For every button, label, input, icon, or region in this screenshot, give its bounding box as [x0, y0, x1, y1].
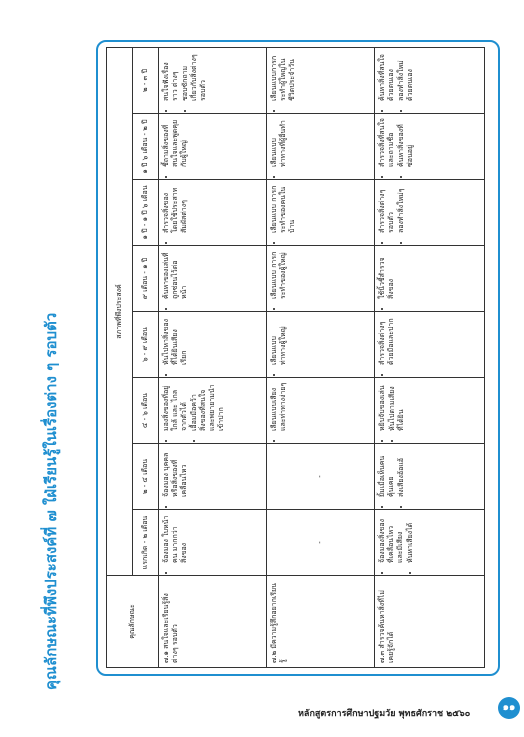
age-header: ๒ - ๔ เดือน [133, 444, 159, 510]
list-item: • สำรวจสิ่งต่างๆ รอบตัว [378, 184, 396, 233]
list-item: • สำรวจสิ่งที่สนใจและถามชื่อ [378, 118, 396, 167]
table-cell [375, 312, 485, 378]
table-cell [159, 378, 267, 444]
feature-cell: ๗.๒ มีความรู้สึกอยากเรียนรู้ [267, 576, 375, 668]
table-cell [375, 180, 485, 246]
list-item: • ลองทำสิ่งใหม่ๆ [397, 184, 406, 233]
list-item: • สนใจฟังเรื่องราว ต่างๆ [162, 52, 180, 101]
table-cell [159, 312, 267, 378]
list-item: • เอื้อมมือคว้า สิ่งของที่สนใจ และพยายามนำเข้าปาก [190, 382, 226, 431]
age-header: ๖ - ๙ เดือน [133, 312, 159, 378]
table-cell [267, 378, 375, 444]
table-cell: - [267, 444, 375, 510]
table-cell [375, 246, 485, 312]
list-item: • เลียนแบบการกระทำผู้ใหญ่ในชีวิตประจำวัน [270, 52, 297, 101]
table-cell [159, 246, 267, 312]
footer-text: หลักสูตรการศึกษาปฐมวัย พุทธศักราช ๒๕๖๐ [298, 709, 471, 719]
feature-cell: ๗.๑ สนใจและเรียนรู้สิ่งต่างๆ รอบตัว [159, 576, 267, 668]
age-header: ๑ ปี - ๑ ปี ๖ เดือน [133, 180, 159, 246]
table-cell [267, 114, 375, 180]
feature-cell: ๗.๓ สำรวจค้นหาสิ่งที่ไม่เคยรู้จักได้ [375, 576, 485, 668]
list-item: • ยิ้มเมื่อเห็นคนคุ้นเคย [378, 448, 396, 497]
desired-state-header: สภาพที่พึงประสงค์ [107, 47, 133, 575]
characteristics-table [106, 47, 485, 668]
table-cell [375, 510, 485, 576]
page-number: ๑๑ [498, 697, 520, 719]
list-item: • ใช้นิ้วชี้สำรวจสิ่งของ [378, 250, 396, 299]
table-cell [375, 444, 485, 510]
list-item: • สำรวจสิ่งของโดยใช้ประสาทสัมผัสต่างๆ [162, 184, 189, 233]
table-row [375, 47, 485, 667]
list-item: • หันไปตามเสียงที่ได้ยิน [388, 382, 406, 431]
table-cell: - [267, 510, 375, 576]
list-item: • หันไปหาสิ่งของที่ได้ยินเสียงเรียก [162, 316, 189, 365]
list-item: • ค้นหาสิ่งของที่ซ่อนอยู่ [397, 118, 415, 167]
list-item: • จ้องมอง บุคคลหรือสิ่งของที่เคลื่อนไหว [162, 448, 189, 497]
age-header: ๑ ปี ๖ เดือน - ๒ ปี [133, 114, 159, 180]
table-cell [159, 180, 267, 246]
table-row [267, 47, 375, 667]
list-item: • หันหาเสียงได้ [406, 514, 415, 563]
feature-column-header: คุณลักษณะ [107, 576, 159, 668]
table-cell [267, 47, 375, 113]
list-item: • จ้องมองสิ่งของ ที่เคลื่อนไหวและมีเสียง [378, 514, 405, 563]
list-item: • ลองทำสิ่งใหม่ด้วยตนเอง [397, 52, 415, 101]
list-item: • หยิบจับของเล่น [378, 382, 387, 431]
list-item: • จ้องมอง ใบหน้าคน มากกว่าสิ่งของ [162, 514, 189, 563]
table-cell [375, 378, 485, 444]
list-item: • ชอบซักถามเกี่ยวกับสิ่งต่างๆ รอบตัว [181, 52, 208, 101]
table-cell [375, 47, 485, 113]
table-cell [159, 510, 267, 576]
list-item: • ชี้ถามสิ่งของที่สนใจและพูดคุยกับผู้ใหญ่ [162, 118, 189, 167]
table-cell [267, 180, 375, 246]
age-header: ๒ - ๓ ปี [133, 47, 159, 113]
page-heading: คุณลักษณะที่พึงประสงค์ที่ ๗ ใฝ่เรียนรู้ในเรื่องต่าง ๆ รอบตัว [42, 312, 60, 690]
age-header: ๔ - ๖ เดือน [133, 378, 159, 444]
table-row [159, 47, 267, 667]
list-item: • เลียนแบบ ท่าทางที่ผู้อื่นทำ [270, 118, 288, 167]
age-header: แรกเกิด - ๒ เดือน [133, 510, 159, 576]
list-item: • ค้นหาของเล่นที่ถูกซ่อนไว้ต่อหน้า [162, 250, 189, 299]
table-cell [267, 312, 375, 378]
list-item: • ส่งเสียงอ้อแอ้ [397, 448, 406, 497]
table-cell [159, 114, 267, 180]
list-item: • เลียนแบบ การกระทำของคนในบ้าน [270, 184, 297, 233]
list-item: • ค้นหาสิ่งที่สนใจด้วยตนเอง [378, 52, 396, 101]
age-header-row [133, 47, 159, 667]
table-cell [375, 114, 485, 180]
list-item: • เลียนแบบ ท่าทางผู้ใหญ่ [270, 316, 288, 365]
table-cell [159, 444, 267, 510]
list-item: • เลียนแบบเสียงและท่าทางง่ายๆ [270, 382, 288, 431]
table-header-row [107, 47, 133, 667]
table-cell [159, 47, 267, 113]
table-cell [267, 246, 375, 312]
list-item: • มองสิ่งของที่อยู่ใกล้ และ ไกลจากตัวได้ [162, 382, 189, 431]
list-item: • เลียนแบบ การกระทำของผู้ใหญ่ [270, 250, 288, 299]
list-item: • สำรวจสิ่งต่างๆ ด้วยมือและปาก [378, 316, 396, 365]
rotated-table-wrapper [106, 48, 491, 668]
age-header: ๙ เดือน - ๑ ปี [133, 246, 159, 312]
